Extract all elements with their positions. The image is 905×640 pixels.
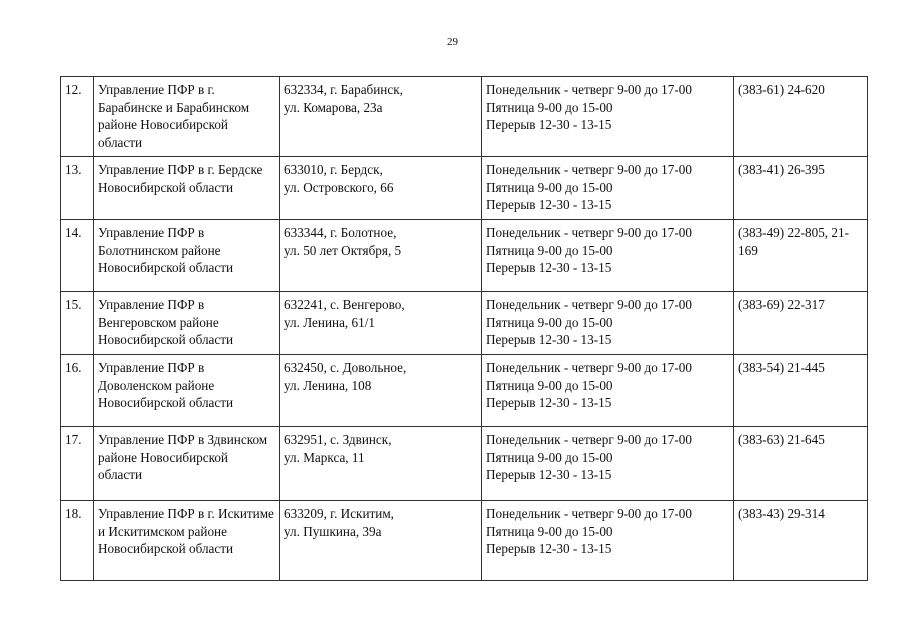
hours-line: Перерыв 12-30 - 13-15 bbox=[486, 197, 612, 212]
phone-number: (383-63) 21-645 bbox=[738, 432, 825, 447]
phone-number: (383-69) 22-317 bbox=[738, 297, 825, 312]
hours-line: Понедельник - четверг 9-00 до 17-00 bbox=[486, 432, 692, 447]
hours-line: Пятница 9-00 до 15-00 bbox=[486, 314, 613, 330]
hours-line: Перерыв 12-30 - 13-15 bbox=[486, 117, 612, 132]
hours-line: Понедельник - четверг 9-00 до 17-00 bbox=[486, 360, 692, 375]
page-number: 29 bbox=[447, 36, 458, 48]
hours-line: Понедельник - четверг 9-00 до 17-00 bbox=[486, 162, 692, 177]
hours-line: Перерыв 12-30 - 13-15 bbox=[486, 332, 612, 347]
address-line: ул. Пушкина, 39а bbox=[284, 523, 382, 539]
hours-line: Понедельник - четверг 9-00 до 17-00 bbox=[486, 506, 692, 521]
address-line: 632334, г. Барабинск, bbox=[284, 82, 403, 97]
address-line: 633209, г. Искитим, bbox=[284, 506, 394, 521]
table-row bbox=[61, 77, 868, 157]
address-line: 633010, г. Бердск, bbox=[284, 162, 383, 177]
office-name: Управление ПФР в г. Искитиме и Искитимском районе Новосибирской области bbox=[98, 506, 274, 556]
hours-line: Перерыв 12-30 - 13-15 bbox=[486, 541, 612, 556]
hours-line: Перерыв 12-30 - 13-15 bbox=[486, 467, 612, 482]
office-name: Управление ПФР в г. Барабинске и Барабинском районе Новосибирской области bbox=[98, 82, 250, 150]
phone-number: (383-54) 21-445 bbox=[738, 360, 825, 375]
hours-line: Пятница 9-00 до 15-00 bbox=[486, 242, 613, 258]
table-row bbox=[61, 427, 868, 501]
row-number: 15. bbox=[61, 292, 94, 355]
hours-line: Пятница 9-00 до 15-00 bbox=[486, 449, 613, 465]
hours-line: Пятница 9-00 до 15-00 bbox=[486, 99, 613, 115]
phone-number: (383-61) 24-620 bbox=[738, 82, 825, 97]
row-number: 17. bbox=[61, 427, 94, 501]
table-row bbox=[61, 355, 868, 427]
office-name: Управление ПФР в г. Бердске Новосибирской области bbox=[98, 162, 263, 195]
phone-number: (383-41) 26-395 bbox=[738, 162, 825, 177]
row-number: 12. bbox=[61, 77, 94, 157]
hours-line: Понедельник - четверг 9-00 до 17-00 bbox=[486, 225, 692, 240]
hours-line: Пятница 9-00 до 15-00 bbox=[486, 523, 613, 539]
row-number: 18. bbox=[61, 501, 94, 581]
address-line: 632450, с. Довольное, bbox=[284, 360, 407, 375]
address-line: ул. Островского, 66 bbox=[284, 179, 394, 195]
hours-line: Пятница 9-00 до 15-00 bbox=[486, 179, 613, 195]
row-number: 14. bbox=[61, 220, 94, 292]
table-row bbox=[61, 157, 868, 220]
address-line: ул. Ленина, 108 bbox=[284, 377, 372, 393]
phone-number: (383-43) 29-314 bbox=[738, 506, 825, 521]
office-name: Управление ПФР в Здвинском районе Новосибирской области bbox=[98, 432, 268, 482]
address-line: 633344, г. Болотное, bbox=[284, 225, 397, 240]
hours-line: Перерыв 12-30 - 13-15 bbox=[486, 260, 612, 275]
address-line: ул. Ленина, 61/1 bbox=[284, 314, 375, 330]
offices-table bbox=[60, 76, 868, 581]
table-row bbox=[61, 501, 868, 581]
office-name: Управление ПФР в Доволенском районе Новосибирской области bbox=[98, 360, 234, 410]
phone-number: (383-49) 22-805, 21-169 bbox=[738, 225, 849, 258]
hours-line: Пятница 9-00 до 15-00 bbox=[486, 377, 613, 393]
office-name: Управление ПФР в Венгеровском районе Новосибирской области bbox=[98, 297, 234, 347]
address-line: 632241, с. Венгерово, bbox=[284, 297, 405, 312]
table-row bbox=[61, 220, 868, 292]
hours-line: Понедельник - четверг 9-00 до 17-00 bbox=[486, 297, 692, 312]
address-line: 632951, с. Здвинск, bbox=[284, 432, 392, 447]
address-line: ул. Комарова, 23а bbox=[284, 99, 383, 115]
address-line: ул. Маркса, 11 bbox=[284, 449, 365, 465]
hours-line: Понедельник - четверг 9-00 до 17-00 bbox=[486, 82, 692, 97]
row-number: 16. bbox=[61, 355, 94, 427]
row-number: 13. bbox=[61, 157, 94, 220]
office-name: Управление ПФР в Болотнинском районе Новосибирской области bbox=[98, 225, 234, 275]
table-row bbox=[61, 292, 868, 355]
hours-line: Перерыв 12-30 - 13-15 bbox=[486, 395, 612, 410]
address-line: ул. 50 лет Октября, 5 bbox=[284, 242, 402, 258]
